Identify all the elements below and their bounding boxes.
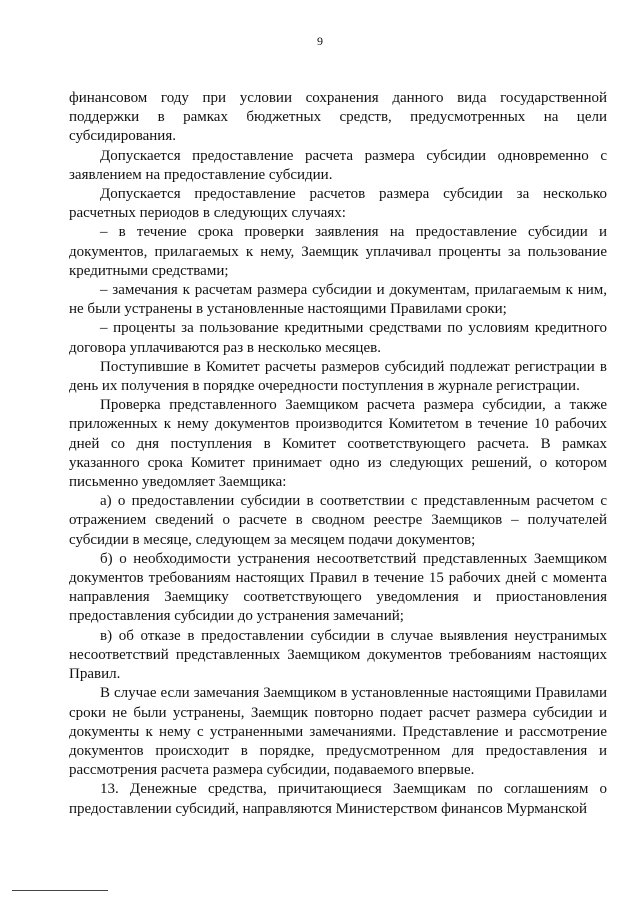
list-item-b: б) о необходимости устранения несоответствий представленных Заемщиком документов требованиям настоящих Правил в течение 15 рабочих дней с момента направления Заемщику соответствующего уведомления и приостановления предоставления субсидии до устранения замечаний; [69, 550, 607, 625]
list-item-dash: – проценты за пользование кредитными средствами по условиям кредитного договора уплачиваются раз в несколько месяцев. [69, 320, 607, 356]
list-item-c: в) об отказе в предоставлении субсидии в случае выявления неустранимых несоответствий представленных Заемщиком документов требованиям настоящих Правил. [69, 627, 607, 683]
paragraph: Проверка представленного Заемщиком расчета размера субсидии, а также приложенных к нему документов производится Комитетом в течение 10 рабочих дней со дня поступления в Комитет соответствующего расчета. В рамках указанного срока Комитет принимает одно из следующих решений, о котором письменно уведомляет Заемщика: [69, 397, 607, 491]
list-item-dash: – в течение срока проверки заявления на предоставление субсидии и документов, прилагаемых к нему, Заемщик уплачивал проценты за пользование кредитными средствами; [69, 224, 607, 279]
paragraph: Допускается предоставление расчета размера субсидии одновременно с заявлением на предоставление субсидии. [69, 147, 607, 183]
list-item-a: а) о предоставлении субсидии в соответствии с представленным расчетом с отражением сведений о расчете в сводном реестре Заемщиков – получателей субсидии в месяце, следующем за месяцем подачи документов; [69, 493, 607, 548]
paragraph: Поступившие в Комитет расчеты размеров субсидий подлежат регистрации в день их получения в порядке очередности поступления в журнале регистрации. [69, 358, 607, 395]
footer-rule [12, 890, 108, 891]
page-number: 9 [317, 34, 323, 48]
paragraph-numbered: 13. Денежные средства, причитающиеся Заемщикам по соглашениям о предоставлении субсидий, направляются Министерством финансов Мурманской [69, 781, 607, 817]
document-body [69, 89, 607, 819]
paragraph: В случае если замечания Заемщиком в установленные настоящими Правилами сроки не были устранены, Заемщик повторно подает расчет размера субсидии и документы к нему с устраненными замечаниями. Представление и рассмотрение документов происходит в порядке, предусмотренном для предоставления и рассмотрения расчета размера субсидии, подаваемого впервые. [69, 685, 607, 779]
paragraph-continuation: финансовом году при условии сохранения данного вида государственной поддержки в рамках бюджетных средств, предусмотренных на цели субсидирования. [69, 90, 607, 145]
list-item-dash: – замечания к расчетам размера субсидии и документам, прилагаемым к ним, не были устранены в установленные настоящими Правилами сроки; [69, 282, 607, 318]
paragraph: Допускается предоставление расчетов размера субсидии за несколько расчетных периодов в следующих случаях: [69, 186, 607, 222]
